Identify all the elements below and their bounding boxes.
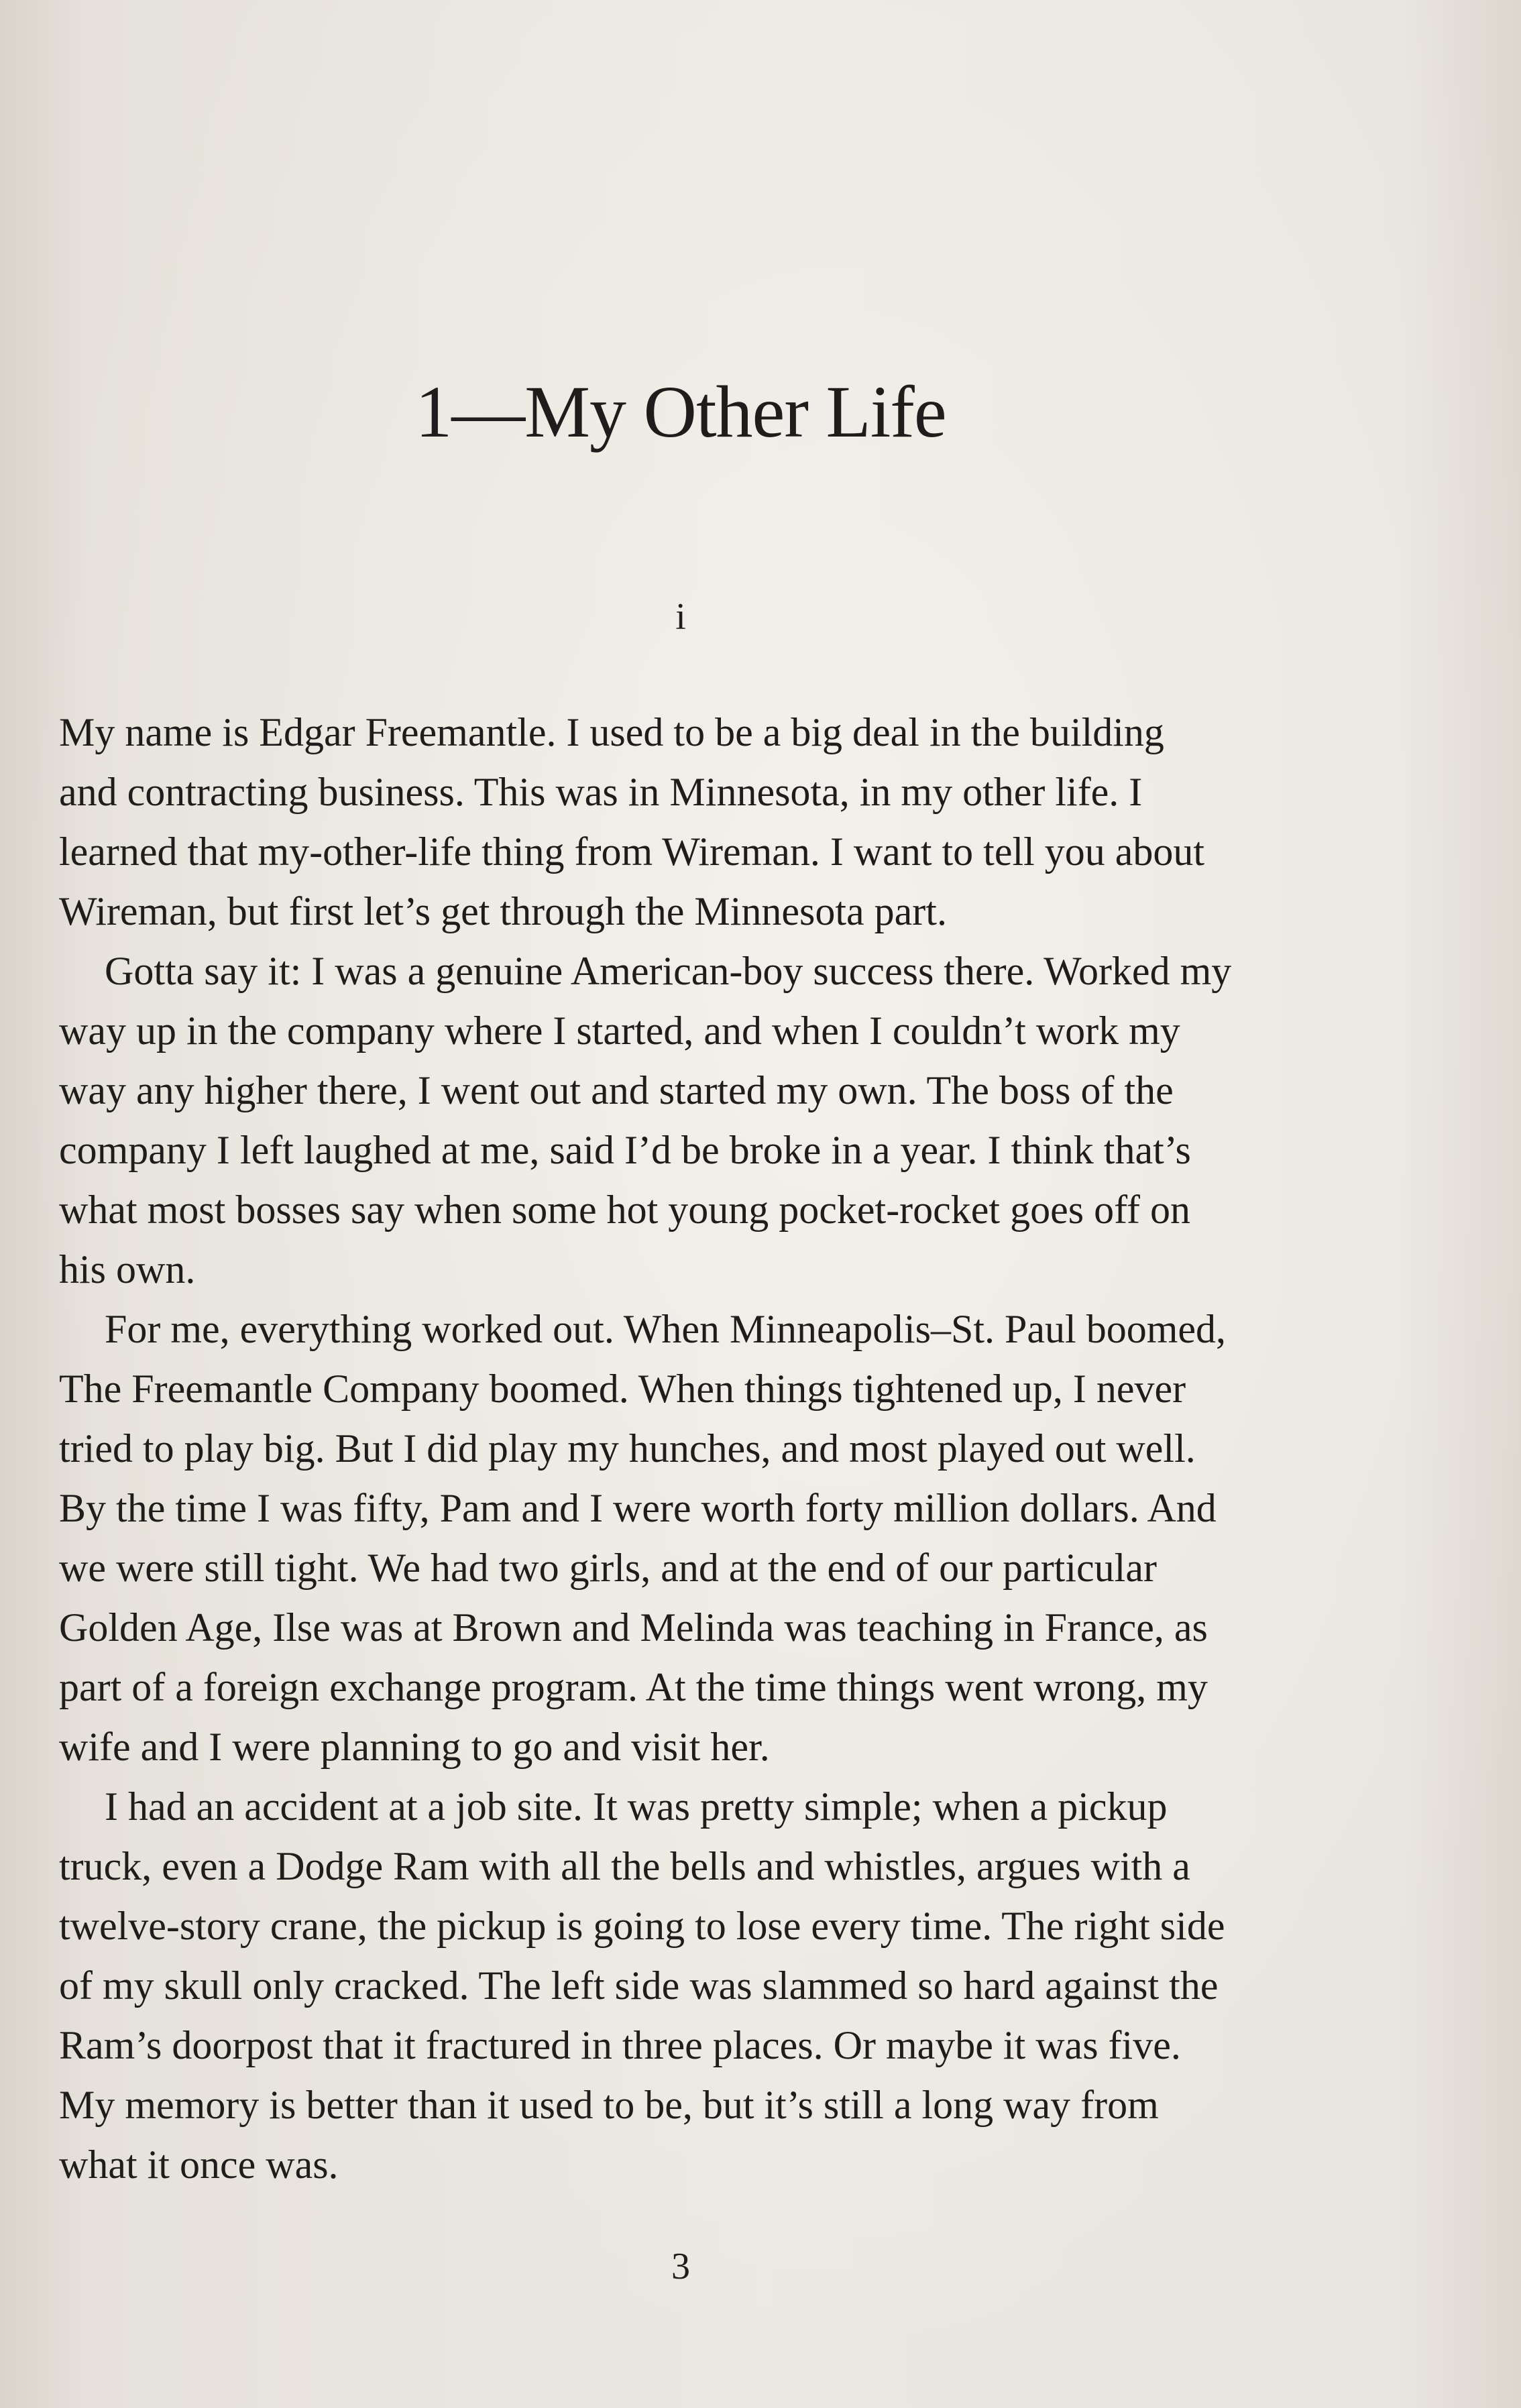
text-line: we were still tight. We had two girls, and at the end of our particular: [59, 1546, 1157, 1590]
body-text: [59, 703, 1313, 2195]
chapter-title: 1—My Other Life: [415, 370, 946, 453]
text-line: of my skull only cracked. The left side was slammed so hard against the: [59, 1963, 1219, 2008]
text-line: For me, everything worked out. When Minneapolis–St. Paul boomed,: [105, 1307, 1227, 1351]
text-line: truck, even a Dodge Ram with all the bells and whistles, argues with a: [59, 1844, 1190, 1888]
page-number: 3: [671, 2246, 690, 2287]
text-line: By the time I was fifty, Pam and I were worth forty million dollars. And: [59, 1486, 1217, 1530]
text-line: and contracting business. This was in Minnesota, in my other life. I: [59, 770, 1143, 814]
text-line: Golden Age, Ilse was at Brown and Melinda was teaching in France, as: [59, 1605, 1208, 1650]
text-line: tried to play big. But I did play my hunches, and most played out well.: [59, 1426, 1196, 1471]
text-line: learned that my-other-life thing from Wireman. I want to tell you about: [59, 829, 1205, 874]
text-line: Gotta say it: I was a genuine American-boy success there. Worked my: [105, 949, 1232, 993]
text-line: what most bosses say when some hot young pocket-rocket goes off on: [59, 1188, 1190, 1232]
section-number: i: [675, 596, 686, 638]
text-line: My memory is better than it used to be, but it’s still a long way from: [59, 2083, 1159, 2127]
text-line: Wireman, but first let’s get through the Minnesota part.: [59, 889, 947, 933]
text-line: his own.: [59, 1247, 196, 1292]
text-line: twelve-story crane, the pickup is going to lose every time. The right side: [59, 1904, 1225, 1948]
text-line: what it once was.: [59, 2142, 339, 2187]
text-line: I had an accident at a job site. It was pretty simple; when a pickup: [105, 1784, 1168, 1829]
text-line: Ram’s doorpost that it fractured in three places. Or maybe it was five.: [59, 2023, 1181, 2067]
text-line: part of a foreign exchange program. At the time things went wrong, my: [59, 1665, 1208, 1709]
text-line: wife and I were planning to go and visit her.: [59, 1725, 770, 1769]
text-line: way any higher there, I went out and started my own. The boss of the: [59, 1068, 1174, 1112]
text-line: My name is Edgar Freemantle. I used to be a big deal in the building: [59, 710, 1164, 754]
text-line: company I left laughed at me, said I’d be broke in a year. I think that’s: [59, 1128, 1191, 1172]
text-line: way up in the company where I started, and when I couldn’t work my: [59, 1009, 1180, 1053]
text-line: The Freemantle Company boomed. When things tightened up, I never: [59, 1367, 1186, 1411]
